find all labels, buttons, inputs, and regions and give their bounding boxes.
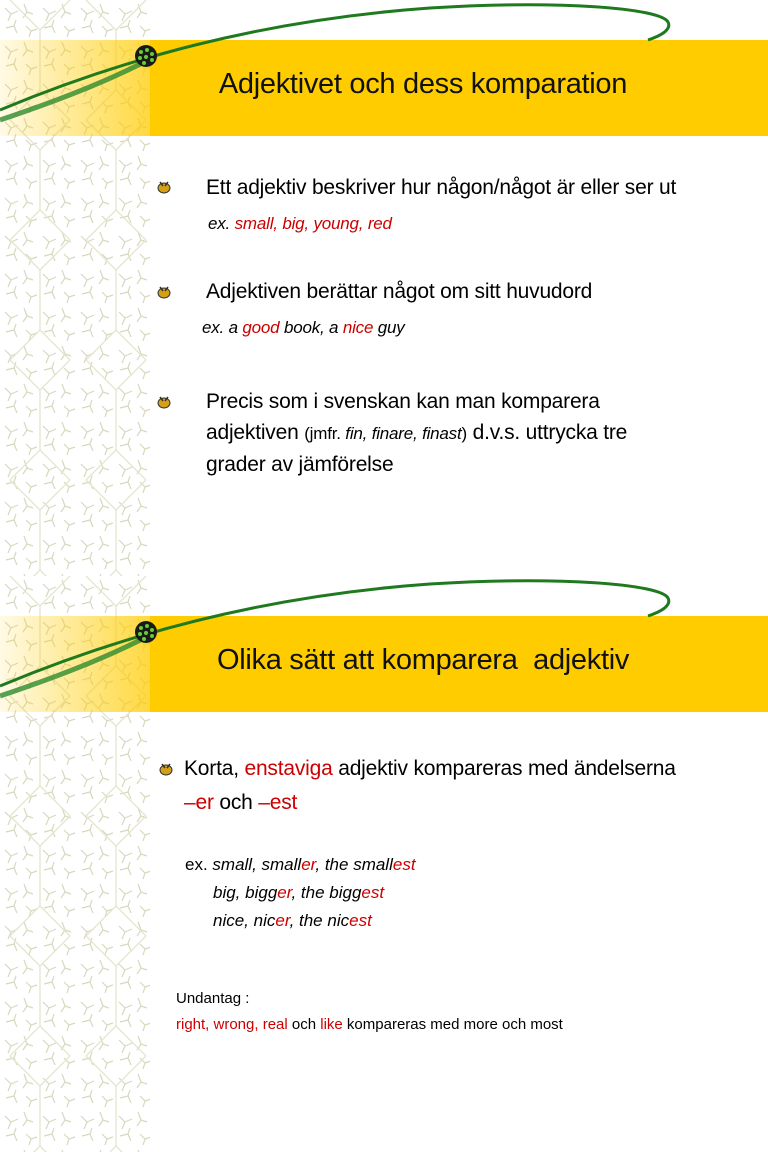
example-good: good <box>242 318 280 337</box>
suffix-er: –er <box>184 791 214 814</box>
bullet-1-text <box>184 752 724 820</box>
bullet-3-line-1: Precis som i svenskan kan man komparera <box>206 390 600 413</box>
comparison-examples <box>185 851 416 935</box>
text-och: och <box>213 791 259 814</box>
jmfr-words: fin, finare, finast <box>345 424 462 443</box>
suffix-est: –est <box>258 791 298 814</box>
example-suffix: est <box>361 883 385 902</box>
bullet-1-line-1 <box>184 752 724 786</box>
text-rest: adjektiv kompareras med ändelserna <box>332 757 676 780</box>
slide-title: Olika sätt att komparera adjektiv <box>216 644 630 676</box>
bullet-1-text: Ett adjektiv beskriver hur någon/något är eller ser ut <box>206 176 677 199</box>
text-korta: Korta, <box>184 757 245 780</box>
line-2-end: d.v.s. uttrycka tre <box>466 421 628 444</box>
jmfr-label: (jmfr. <box>304 424 346 443</box>
bee-bullet-icon <box>154 176 174 196</box>
bullet-3-line-3: grader av jämförelse <box>206 453 394 476</box>
example-words: small, big, young, red <box>234 214 392 233</box>
undantag-words: right, wrong, real <box>176 1016 288 1033</box>
bullet-3-line-2 <box>206 417 726 449</box>
example-prefix: ex. a <box>202 318 243 337</box>
bullet-3-text <box>206 386 726 480</box>
undantag-rest: kompareras med more och most <box>342 1016 563 1033</box>
jmfr-close: ) <box>461 424 467 443</box>
bullet-2-text: Adjektiven berättar något om sitt huvudord <box>206 280 593 303</box>
example-prefix: ex. <box>185 855 213 874</box>
undantag-like: like <box>320 1016 343 1033</box>
undantag-och: och <box>287 1016 321 1033</box>
bullet-1-line-2 <box>184 786 724 820</box>
example-part: , the nic <box>289 911 350 930</box>
slide-2 <box>0 576 768 1152</box>
example-part: , the small <box>315 855 393 874</box>
example-suffix: er <box>301 855 316 874</box>
example-guy: guy <box>373 318 405 337</box>
example-row-1 <box>185 851 416 879</box>
bullet-2-example <box>202 318 405 338</box>
example-book: book, a <box>279 318 343 337</box>
example-suffix: est <box>392 855 416 874</box>
bee-bullet-icon <box>154 281 174 301</box>
text-enstaviga: enstaviga <box>244 757 333 780</box>
example-nice: nice <box>342 318 374 337</box>
bee-bullet-icon <box>154 391 174 411</box>
example-prefix: ex. <box>208 214 235 233</box>
example-part: nice, nic <box>213 911 276 930</box>
example-row-2 <box>185 879 416 907</box>
example-part: , the bigg <box>291 883 362 902</box>
example-row-3 <box>185 907 416 935</box>
line-2-start: adjektiven <box>206 421 305 444</box>
example-part: big, bigg <box>213 883 278 902</box>
example-suffix: er <box>277 883 292 902</box>
bullet-1-example <box>208 214 392 234</box>
undantag-label: Undantag : <box>176 990 250 1007</box>
example-part: small, small <box>212 855 302 874</box>
bee-bullet-icon <box>156 758 176 778</box>
example-suffix: est <box>349 911 372 930</box>
example-suffix: er <box>275 911 290 930</box>
slide-title: Adjektivet och dess komparation <box>218 68 628 100</box>
undantag-text <box>176 1016 563 1033</box>
